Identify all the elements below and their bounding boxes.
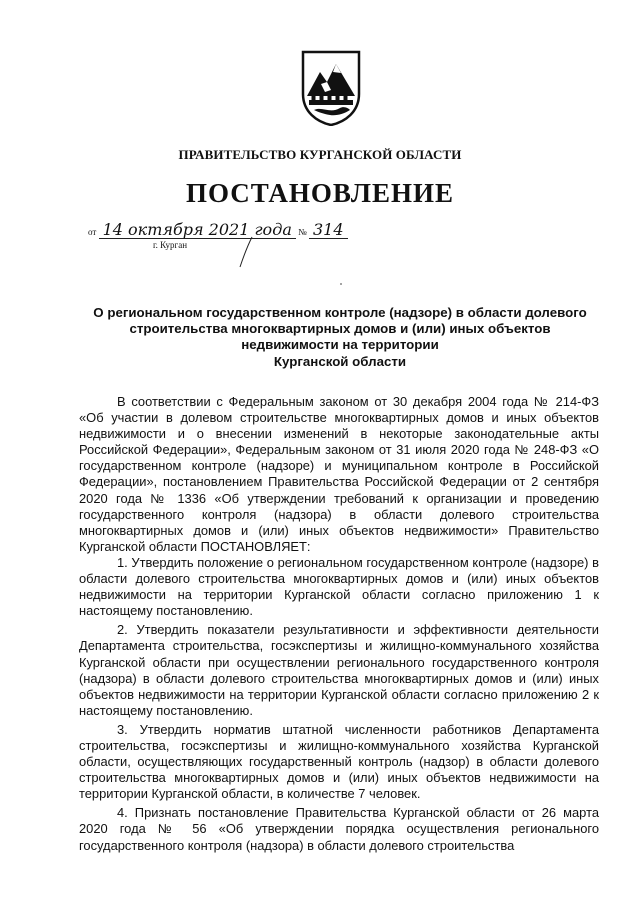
from-prefix: от <box>88 227 97 237</box>
clause-2-paragraph: 2. Утвердить показатели результативности и эффективности деятельности Департамента строительства, госэкспертизы и жилищно-коммунального хозяйства Курганской области при осуществлении регионального государственного контроля (надзора) в области долевого строительства многоквартирных домов и (или) иных объектов недвижимости на территории Курганской области согласно приложению 2 к настоящему постановлению. <box>79 622 599 718</box>
document-body <box>79 394 599 854</box>
handwritten-stroke <box>236 235 256 269</box>
clause-1-paragraph: 1. Утвердить положение о региональном государственном контроле (надзоре) в области долевого строительства многоквартирных домов и (или) иных объектов недвижимости на территории Курганской области согласно приложению 1 к настоящему постановлению. <box>79 554 599 619</box>
clause-4-paragraph: 4. Признать постановление Правительства Курганской области от 26 марта 2020 года № 56 «Об утверждении порядка осуществления регионального государственного контроля (надзора) в области долевого строительства <box>79 805 599 853</box>
clause-3-paragraph: 3. Утвердить норматив штатной численности работников Департамента строительства, госэкспертизы и жилищно-коммунального хозяйства Курганской области, осуществляющих государственный контроль (надзор) в области долевого строительства многоквартирных домов и (или) иных объектов недвижимости на территории Курганской области, в количестве 7 человек. <box>79 721 599 802</box>
title-line: недвижимости на территории <box>241 337 439 353</box>
document-title <box>80 305 600 370</box>
title-line: Курганской области <box>273 353 407 369</box>
city-label: г. Курган <box>153 240 188 250</box>
scan-speck <box>340 283 342 285</box>
government-name: ПРАВИТЕЛЬСТВО КУРГАНСКОЙ ОБЛАСТИ <box>178 147 462 162</box>
document-type-heading: ПОСТАНОВЛЕНИЕ <box>185 178 455 208</box>
number-prefix: № <box>298 227 307 237</box>
document-meta <box>88 222 348 239</box>
preamble-paragraph: В соответствии с Федеральным законом от 30 декабря 2004 года № 214-ФЗ «Об участии в долевом строительстве многоквартирных домов и иных объектов недвижимости и о внесении изменений в некоторые законодательные акты Российской Федерации», Федеральным законом от 31 июля 2020 года № 248-ФЗ «О государственном контроле (надзоре) и муниципальном контроле в Российской Федерации», постановлением Правительства Российской Федерации от 2 сентября 2020 года № 1336 «Об утверждении требований к организации и проведению государственного контроля (надзора) в области долевого строительства многоквартирных домов и (или) иных объектов недвижимости» Правительство Курганской области ПОСТАНОВЛЯЕТ: <box>79 394 599 554</box>
handwritten-date: 14 октября 2021 года <box>99 222 296 239</box>
handwritten-number: 314 <box>309 222 348 239</box>
title-line: О региональном государственном контроле (надзоре) в области долевого <box>93 305 587 320</box>
coat-of-arms-emblem <box>300 50 362 126</box>
title-line: строительства многоквартирных домов и (или) иных объектов <box>129 321 551 337</box>
